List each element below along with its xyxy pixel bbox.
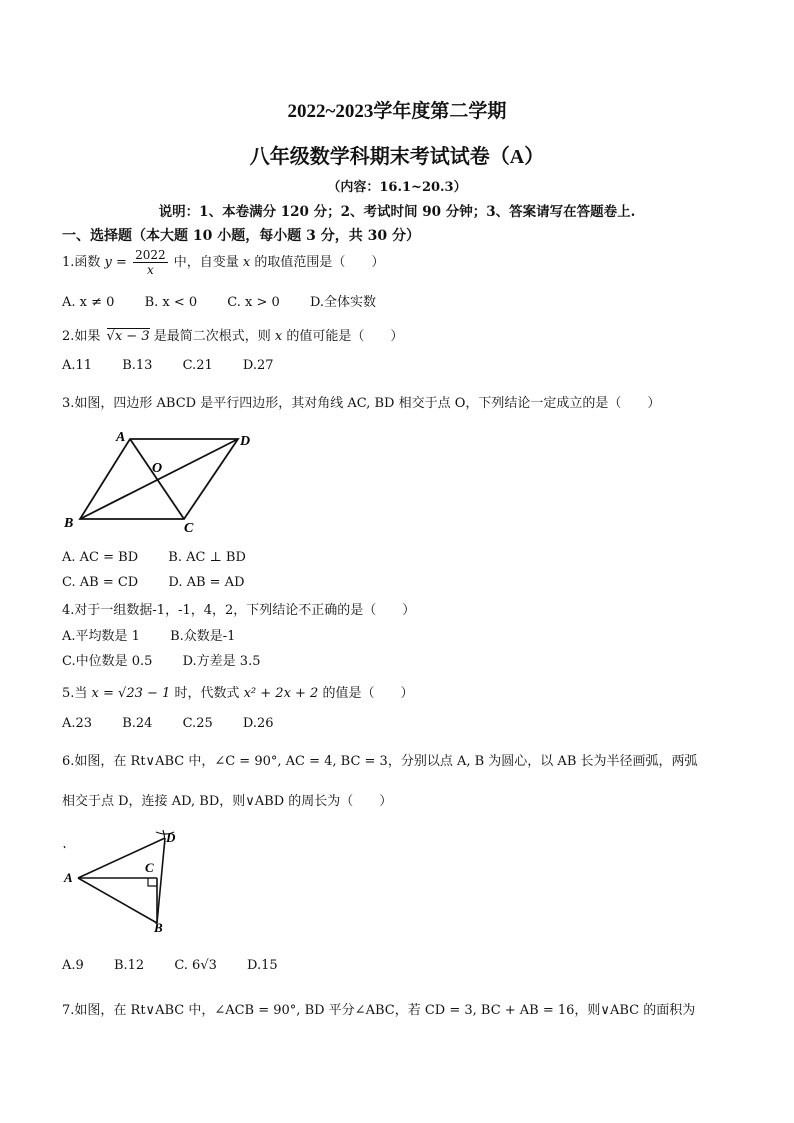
q6-options xyxy=(62,958,304,973)
label-b: B xyxy=(64,516,74,531)
question-3: 3.如图，四边形 ABCD 是平行四边形，其对角线 AC, BD 相交于点 O，下列结论一定成立的是（ ） xyxy=(62,396,661,411)
q5-polynomial: x² + 2x + 2 xyxy=(243,686,319,701)
question-2 xyxy=(62,325,403,344)
q1-var: x xyxy=(242,255,251,270)
q5-option-d: D.26 xyxy=(242,716,274,731)
segment-ab xyxy=(78,878,157,923)
label-a: A xyxy=(116,430,126,445)
q4-option-c: C.中位数是 0.5 xyxy=(62,654,153,669)
q1-suffix: 中，自变量 xyxy=(173,255,239,270)
q4-options-row2 xyxy=(62,650,286,669)
section-heading: 一、选择题（本大题 10 小题，每小题 3 分，共 30 分） xyxy=(62,228,420,244)
label-o: O xyxy=(152,461,163,476)
q5-options xyxy=(62,716,300,731)
label-a: A xyxy=(64,870,73,885)
q1-option-d: D.全体实数 xyxy=(309,295,377,310)
triangle-figure xyxy=(60,826,190,936)
label-d: D xyxy=(240,434,251,449)
q1-lhs: y = xyxy=(104,255,127,270)
label-d: D xyxy=(166,830,176,845)
q1-suffix2: 的取值范围是（ ） xyxy=(254,255,385,270)
q1-option-a: A. x ≠ 0 xyxy=(62,295,115,310)
q3-option-c: C. AB = CD xyxy=(62,575,139,590)
q4-option-a: A.平均数是 1 xyxy=(62,629,140,644)
question-4: 4.对于一组数据-1，-1，4，2，下列结论不正确的是（ ） xyxy=(62,603,416,618)
label-c: C xyxy=(145,860,154,875)
q5-option-b: B.24 xyxy=(122,716,153,731)
question-7: 7.如图，在 Rt∨ABC 中，∠ACB = 90°, BD 平分∠ABC，若 CD = 3, BC + AB = 16，则∨ABC 的面积为 xyxy=(62,1003,696,1018)
diagonal-bd xyxy=(80,439,238,519)
q2-var: x xyxy=(274,329,283,344)
q1-options xyxy=(62,291,402,310)
label-c: C xyxy=(184,521,194,536)
q2-option-b: B.13 xyxy=(122,358,153,373)
q3-option-b: B. AC ⊥ BD xyxy=(168,550,246,565)
q1-denominator: x xyxy=(146,263,154,277)
q6-option-b: B.12 xyxy=(113,958,145,973)
q4-option-d: D.方差是 3.5 xyxy=(182,654,261,669)
exam-title: 八年级数学科期末考试试卷（A） xyxy=(249,146,545,168)
q3-options-row1 xyxy=(62,550,272,565)
q1-prefix: 1.函数 xyxy=(62,255,101,270)
q2-radical: √x − 3 xyxy=(106,329,150,344)
q4-options-row1 xyxy=(62,625,261,644)
q6-option-c: C. 6√3 xyxy=(174,958,217,973)
question-6-line1: 6.如图，在 Rt∨ABC 中，∠C = 90°, AC = 4, BC = 3，分别以点 A, B 为圆心，以 AB 长为半径画弧，两弧 xyxy=(62,754,698,769)
q2-suffix2: 的值可能是（ ） xyxy=(286,329,404,344)
q5-mid: 时，代数式 xyxy=(174,686,240,701)
q2-prefix: 2.如果 xyxy=(62,329,101,344)
q3-option-d: D. AB = AD xyxy=(168,575,245,590)
q3-option-a: A. AC = BD xyxy=(62,550,139,565)
exam-year-title: 2022~2023学年度第二学期 xyxy=(287,101,507,122)
q3-options-row2 xyxy=(62,575,271,590)
q6-option-a: A.9 xyxy=(62,958,84,973)
q2-option-a: A.11 xyxy=(62,358,93,373)
label-b: B xyxy=(154,920,163,935)
question-1 xyxy=(62,248,384,277)
question-5 xyxy=(62,682,413,701)
q2-options xyxy=(62,358,300,373)
q2-option-c: C.21 xyxy=(182,358,213,373)
q4-option-b: B.众数是-1 xyxy=(170,629,236,644)
q5-suffix: 的值是（ ） xyxy=(322,686,414,701)
q1-option-b: B. x < 0 xyxy=(144,295,198,310)
q2-suffix: 是最简二次根式，则 xyxy=(153,329,271,344)
parallelogram-figure xyxy=(60,425,270,540)
diagonal-ac xyxy=(130,439,184,519)
q6-option-d: D.15 xyxy=(247,958,278,973)
right-angle-mark xyxy=(148,878,157,886)
q1-option-c: C. x > 0 xyxy=(227,295,280,310)
q1-fraction xyxy=(133,248,168,277)
q2-option-d: D.27 xyxy=(242,358,274,373)
q5-prefix: 5.当 xyxy=(62,686,88,701)
q5-expression: x = √23 − 1 xyxy=(91,686,171,701)
instructions: 说明：1、本卷满分 120 分；2、考试时间 90 分钟；3、答案请写在答题卷上. xyxy=(158,204,636,220)
content-range: （内容：16.1~20.3） xyxy=(327,180,467,195)
q1-numerator: 2022 xyxy=(135,248,166,262)
question-6-line2: 相交于点 D，连接 AD, BD，则∨ABD 的周长为（ ） xyxy=(62,794,393,809)
q5-option-a: A.23 xyxy=(62,716,93,731)
q5-option-c: C.25 xyxy=(182,716,213,731)
segment-db xyxy=(157,838,165,923)
